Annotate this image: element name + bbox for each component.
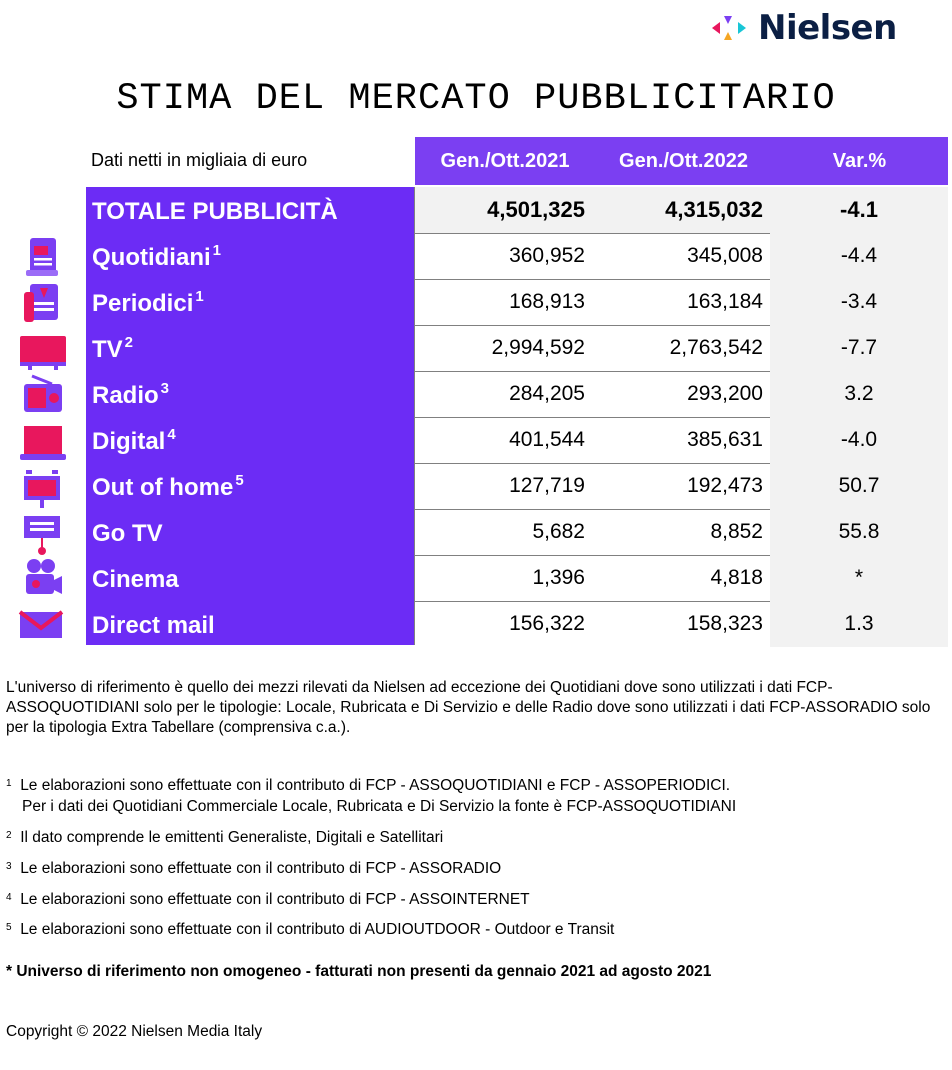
cell-2022: 158,323 [687, 612, 763, 635]
nielsen-logo [710, 8, 897, 48]
cell-var: 1.3 [770, 601, 948, 647]
row-label: Out of home [92, 474, 234, 501]
cell-2021: 284,205 [509, 382, 585, 405]
page-title: STIMA DEL MERCATO PUBBLICITARIO [116, 78, 836, 120]
footnote-ref: 3 [160, 380, 170, 397]
row-label: TOTALE PUBBLICITÀ [92, 198, 338, 225]
nielsen-wordmark: Nielsen [758, 8, 897, 48]
cell-var: -4.0 [770, 417, 948, 463]
footnote-5: $^5$ Le elaborazioni sono effettuate con il contributo di AUDIOUTDOOR - Outdoor e Transit [6, 921, 615, 938]
nielsen-logo-icon [710, 12, 750, 44]
cell-var: 3.2 [770, 371, 948, 417]
cell-2021: 127,719 [509, 474, 585, 497]
table-row [86, 417, 948, 463]
cell-2021: 2,994,592 [491, 336, 585, 359]
row-label: Go TV [92, 520, 163, 547]
cell-var: 50.7 [770, 463, 948, 509]
magazine-icon [18, 282, 66, 326]
cell-2021: 168,913 [509, 290, 585, 313]
cell-2022: 163,184 [687, 290, 763, 313]
table-row [86, 279, 948, 325]
table-row [86, 233, 948, 279]
cell-2021: 4,501,325 [487, 197, 585, 222]
footnote-ref: 2 [124, 334, 134, 351]
footnote-3: $^3$ Le elaborazioni sono effettuate con il contributo di FCP - ASSORADIO [6, 860, 502, 877]
cell-2022: 293,200 [687, 382, 763, 405]
footnote-1-line-2: Per i dati dei Quotidiani Commerciale Locale, Rubricata e Di Servizio la fonte è FCP-ASSOQUOTIDIANI [22, 798, 737, 815]
cell-2021: 401,544 [509, 428, 585, 451]
radio-icon [18, 372, 66, 416]
table-row [86, 509, 948, 555]
laptop-icon [18, 420, 66, 464]
film-camera-icon [18, 556, 66, 600]
cell-var: * [770, 555, 948, 601]
cell-2022: 4,818 [710, 566, 763, 589]
cell-2021: 1,396 [532, 566, 585, 589]
tv-icon [18, 328, 66, 372]
newspaper-icon [18, 236, 66, 280]
table-row [86, 371, 948, 417]
row-label: Periodici [92, 290, 194, 317]
table-row [86, 601, 948, 647]
row-label: Cinema [92, 566, 179, 593]
cell-2022: 4,315,032 [665, 197, 763, 222]
envelope-icon [18, 602, 66, 646]
table-row-total [86, 187, 948, 233]
footnote-ref: 1 [195, 288, 204, 305]
cell-2022: 192,473 [687, 474, 763, 497]
header-2021: Gen./Ott.2021 [440, 150, 570, 172]
cell-2021: 360,952 [509, 244, 585, 267]
footnote-ref: 5 [235, 472, 244, 489]
units-note: Dati netti in migliaia di euro [91, 150, 308, 170]
header-2022: Gen./Ott.2022 [619, 150, 748, 172]
footnote-2: $^2$ Il dato comprende le emittenti Generaliste, Digitali e Satellitari [6, 829, 444, 846]
screen-stand-icon [18, 512, 66, 556]
row-label: Radio [92, 382, 159, 409]
cell-2021: 5,682 [532, 520, 585, 543]
footnote-ref: 4 [167, 426, 176, 443]
row-label: Digital [92, 428, 166, 455]
row-label: TV [92, 336, 123, 363]
footnote-4: $^4$ Le elaborazioni sono effettuate con il contributo di FCP - ASSOINTERNET [6, 891, 530, 908]
cell-2021: 156,322 [509, 612, 585, 635]
footnote-1: $^1$ Le elaborazioni sono effettuate con il contributo di FCP - ASSOQUOTIDIANI e FCP - ASSOPERIODICI. [6, 777, 731, 794]
asterisk-note: * Universo di riferimento non omogeneo - fatturati non presenti da gennaio 2021 ad agosto 2021 [6, 963, 712, 980]
table-row [86, 463, 948, 509]
cell-2022: 385,631 [687, 428, 763, 451]
billboard-icon [18, 466, 66, 510]
cell-2022: 2,763,542 [669, 336, 763, 359]
cell-var: -7.7 [770, 325, 948, 371]
table-row [86, 555, 948, 601]
table-row [86, 325, 948, 371]
cell-2022: 345,008 [687, 244, 763, 267]
footnote-ref: 1 [212, 242, 221, 259]
copyright: Copyright © 2022 Nielsen Media Italy [6, 1023, 263, 1040]
cell-var: -4.4 [770, 233, 948, 279]
universe-note: L'universo di riferimento è quello dei mezzi rilevati da Nielsen ad eccezione dei Quotidiani dove sono utilizzati i dati FCP-ASSOQUOTIDIANI solo per le tipologie: Locale, Rubricata e Di Servizio e delle Radio dove sono utilizzati i dati FCP-ASSORADIO solo per la tipologia Extra Tabellare (comprensiva c.a.). [6, 679, 931, 736]
cell-var: -4.1 [770, 187, 948, 233]
cell-2022: 8,852 [710, 520, 763, 543]
cell-var: -3.4 [770, 279, 948, 325]
cell-var: 55.8 [770, 509, 948, 555]
row-label: Direct mail [92, 612, 215, 639]
header-var: Var.% [832, 150, 887, 172]
row-label: Quotidiani [92, 244, 211, 271]
